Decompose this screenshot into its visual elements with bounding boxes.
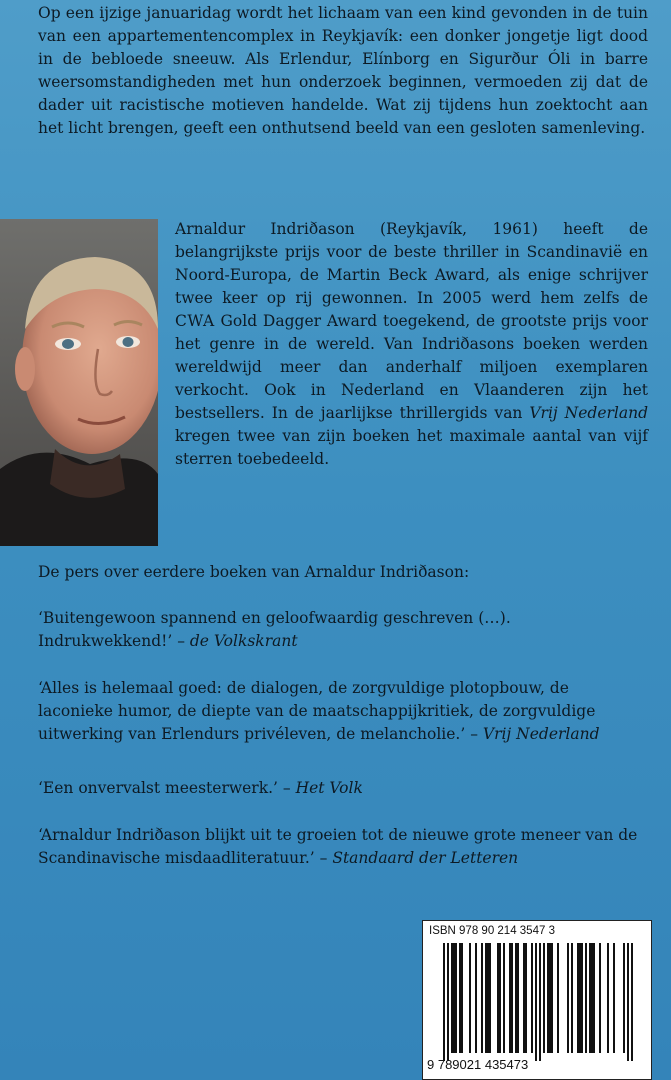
barcode-bar <box>525 943 527 1053</box>
barcode-bar <box>487 943 489 1053</box>
barcode-bar <box>451 943 453 1053</box>
press-quote-1 <box>38 607 648 653</box>
barcode-bar <box>447 943 449 1061</box>
quote-source: Het Volk <box>295 779 363 797</box>
barcode-bar <box>623 943 625 1053</box>
bio-text-2: Gold Dagger Award toegekend, de grootste prijs voor het genre in de wereld. Van Indriðasons boeken werden wereldwijd meer dan anderhalf miljoen exemplaren verkocht. Ook in Nederland en Vlaanderen zijn het bestsellers. In de jaarlijkse thrillergids van <box>175 312 648 422</box>
barcode-bar <box>459 943 461 1053</box>
book-blurb: Op een ijzige januaridag wordt het lichaam van een kind gevonden in de tuin van een appartementencomplex in Reykjavík: een donker jongetje ligt dood in de bebloede sneeuw. Als Erlendur, Elínborg en Sigurður Óli in barre weersomstandigheden met hun onderzoek beginnen, vermoeden zij dat de dader uit racistische motieven handelde. Wat zij tijdens hun zoektocht aan het licht brengen, geeft een onthutsend beeld van een gesloten samenleving. <box>38 4 648 137</box>
barcode-bar <box>509 943 511 1053</box>
barcode-digits: 9 789021 435473 <box>427 1057 529 1072</box>
barcode-bar <box>461 943 463 1053</box>
barcode-bar <box>627 943 629 1061</box>
barcode-bar <box>579 943 581 1053</box>
barcode-bar <box>543 943 545 1053</box>
quote-source: Standaard der Letteren <box>332 849 519 867</box>
quote-text: ‘Een onvervalst meesterwerk.’ – <box>38 779 296 797</box>
barcode-bar <box>571 943 573 1053</box>
barcode-bar <box>607 943 609 1053</box>
barcode-bar <box>585 943 587 1053</box>
barcode-bar <box>599 943 601 1053</box>
barcode-bar <box>557 943 559 1053</box>
barcode-bar <box>497 943 499 1053</box>
barcode-bar <box>613 943 615 1053</box>
bio-text-1: Arnaldur Indriðason (Reykjavík, 1961) heeft de belangrijkste prijs voor de beste thriller in Scandinavië en Noord-Europa, de Martin Beck Award, als enige schrijver twee keer op rij gewonnen. In 2005 werd hem zelfs de <box>175 220 648 307</box>
press-intro: De pers over eerdere boeken van Arnaldur Indriðason: <box>38 563 470 581</box>
barcode-bar <box>517 943 519 1053</box>
press-quote-2 <box>38 677 648 746</box>
barcode-bar <box>567 943 569 1053</box>
barcode-bar <box>549 943 551 1053</box>
quote-text: ‘Arnaldur Indriðason blijkt uit te groeien tot de nieuwe grote meneer van de Scandinavische misdaadliteratuur.’ – <box>38 826 638 867</box>
barcode-bar <box>469 943 471 1053</box>
barcode-bar <box>631 943 633 1061</box>
quote-source: Vrij Nederland <box>482 725 600 743</box>
press-quote-4 <box>38 824 648 870</box>
barcode-bar <box>485 943 487 1053</box>
isbn-label: ISBN 978 90 214 3547 3 <box>429 925 555 937</box>
barcode-bar <box>515 943 517 1053</box>
barcode-bars <box>423 921 651 1079</box>
barcode-bar <box>577 943 579 1053</box>
quote-text: ‘Buitengewoon spannend en geloofwaardig geschreven (…). Indrukwekkend!’ – <box>38 609 511 650</box>
barcode-bar <box>547 943 549 1053</box>
press-quote-3 <box>38 777 648 800</box>
author-bio <box>175 218 648 471</box>
barcode-bar <box>589 943 591 1053</box>
barcode-bar <box>531 943 533 1053</box>
barcode-bar <box>443 943 445 1061</box>
barcode-bar <box>499 943 501 1053</box>
barcode-bar <box>551 943 553 1053</box>
barcode-bar <box>453 943 455 1053</box>
barcode-bar <box>455 943 457 1053</box>
barcode-bar <box>475 943 477 1053</box>
bio-text-3: kregen twee van zijn boeken het maximale aantal van vijf sterren toebedeeld. <box>175 427 648 468</box>
barcode-bar <box>593 943 595 1053</box>
bio-cwa: CWA <box>175 312 215 330</box>
barcode-bar <box>539 943 541 1061</box>
barcode-bar <box>581 943 583 1053</box>
quote-text: ‘Alles is helemaal goed: de dialogen, de zorgvuldige plotopbouw, de laconieke humor, de diepte van de maatschappijkritiek, de zorgvuldige uitwerking van Erlendurs privéleven, de melancholie.’ – <box>38 679 596 743</box>
barcode-bar <box>489 943 491 1053</box>
isbn-barcode <box>422 920 652 1080</box>
author-photo <box>0 219 158 546</box>
barcode-bar <box>523 943 525 1053</box>
barcode-bar <box>503 943 505 1053</box>
bio-magazine: Vrij Nederland <box>529 404 649 422</box>
barcode-bar <box>511 943 513 1053</box>
barcode-bar <box>591 943 593 1053</box>
barcode-bar <box>535 943 537 1061</box>
quote-source: de Volkskrant <box>189 632 298 650</box>
barcode-bar <box>481 943 483 1053</box>
